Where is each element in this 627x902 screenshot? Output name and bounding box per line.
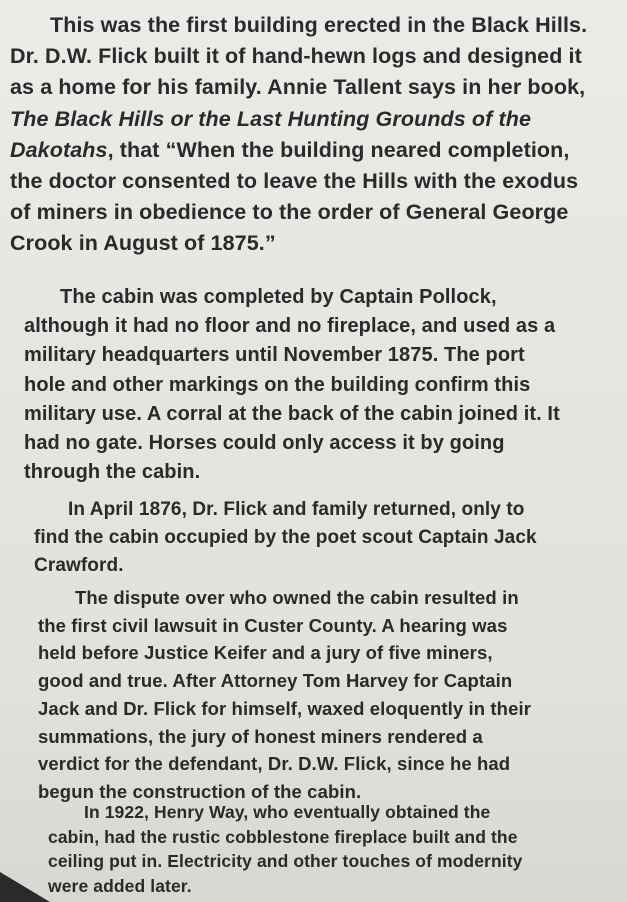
paragraph-first-building — [10, 10, 587, 260]
text-line: good and true. After Attorney Tom Harvey for Captain — [38, 670, 513, 692]
text-line: Crook in August of 1875.” — [10, 231, 276, 256]
text-line: begun the construction of the cabin. — [38, 780, 362, 802]
text-line: military use. A corral at the back of the cabin joined it. It — [24, 402, 560, 425]
text-line: verdict for the defendant, Dr. D.W. Flick, since he had — [38, 753, 511, 775]
text-line: hole and other markings on the building confirm this — [24, 373, 531, 396]
paragraph-cabin-completed — [24, 283, 560, 487]
text-line: through the cabin. — [24, 461, 201, 484]
paragraph-dispute — [38, 584, 531, 806]
text-line: The dispute over who owned the cabin resulted in — [75, 587, 519, 608]
text-line: were added later. — [48, 875, 192, 896]
text-line: Dr. D.W. Flick built it of hand-hewn logs and designed it — [10, 44, 582, 69]
text-line: held before Justice Keifer and a jury of five miners, — [38, 642, 493, 664]
text-line: Jack and Dr. Flick for himself, waxed eloquently in their — [38, 697, 532, 719]
text-line: In 1922, Henry Way, who eventually obtained the — [84, 802, 491, 822]
paragraph-henry-way — [48, 800, 522, 898]
text-line: had no gate. Horses could only access it by going — [24, 432, 505, 455]
text-line: as a home for his family. Annie Tallent says in her book, — [10, 75, 586, 100]
paragraph-family-returned — [34, 496, 537, 580]
text-line: In April 1876, Dr. Flick and family returned, only to — [68, 499, 525, 520]
text-line: ceiling put in. Electricity and other touches of modernity — [48, 851, 523, 871]
text-line: This was the first building erected in the Black Hills. — [50, 13, 588, 37]
text-line: although it had no floor and no fireplace, and used as a — [24, 315, 556, 338]
text-line: of miners in obedience to the order of General George — [10, 200, 569, 225]
book-title-end: Dakotahs — [10, 137, 108, 162]
text-line-rest: , that “When the building neared completion, — [107, 137, 570, 162]
text-line — [10, 135, 587, 166]
text-line: find the cabin occupied by the poet scout Captain Jack — [34, 527, 537, 548]
text-line: summations, the jury of honest miners rendered a — [38, 725, 483, 747]
book-title-line: The Black Hills or the Last Hunting Grounds of the — [10, 106, 532, 131]
text-line: Crawford. — [34, 555, 124, 576]
text-line: The cabin was completed by Captain Pollock, — [60, 286, 497, 308]
frame-corner — [0, 872, 50, 902]
text-line: the first civil lawsuit in Custer County. A hearing was — [38, 614, 508, 636]
text-line: the doctor consented to leave the Hills with the exodus — [10, 169, 579, 194]
text-line: cabin, had the rustic cobblestone fireplace built and the — [48, 826, 518, 847]
text-line: military headquarters until November 1875. The port — [24, 344, 525, 367]
